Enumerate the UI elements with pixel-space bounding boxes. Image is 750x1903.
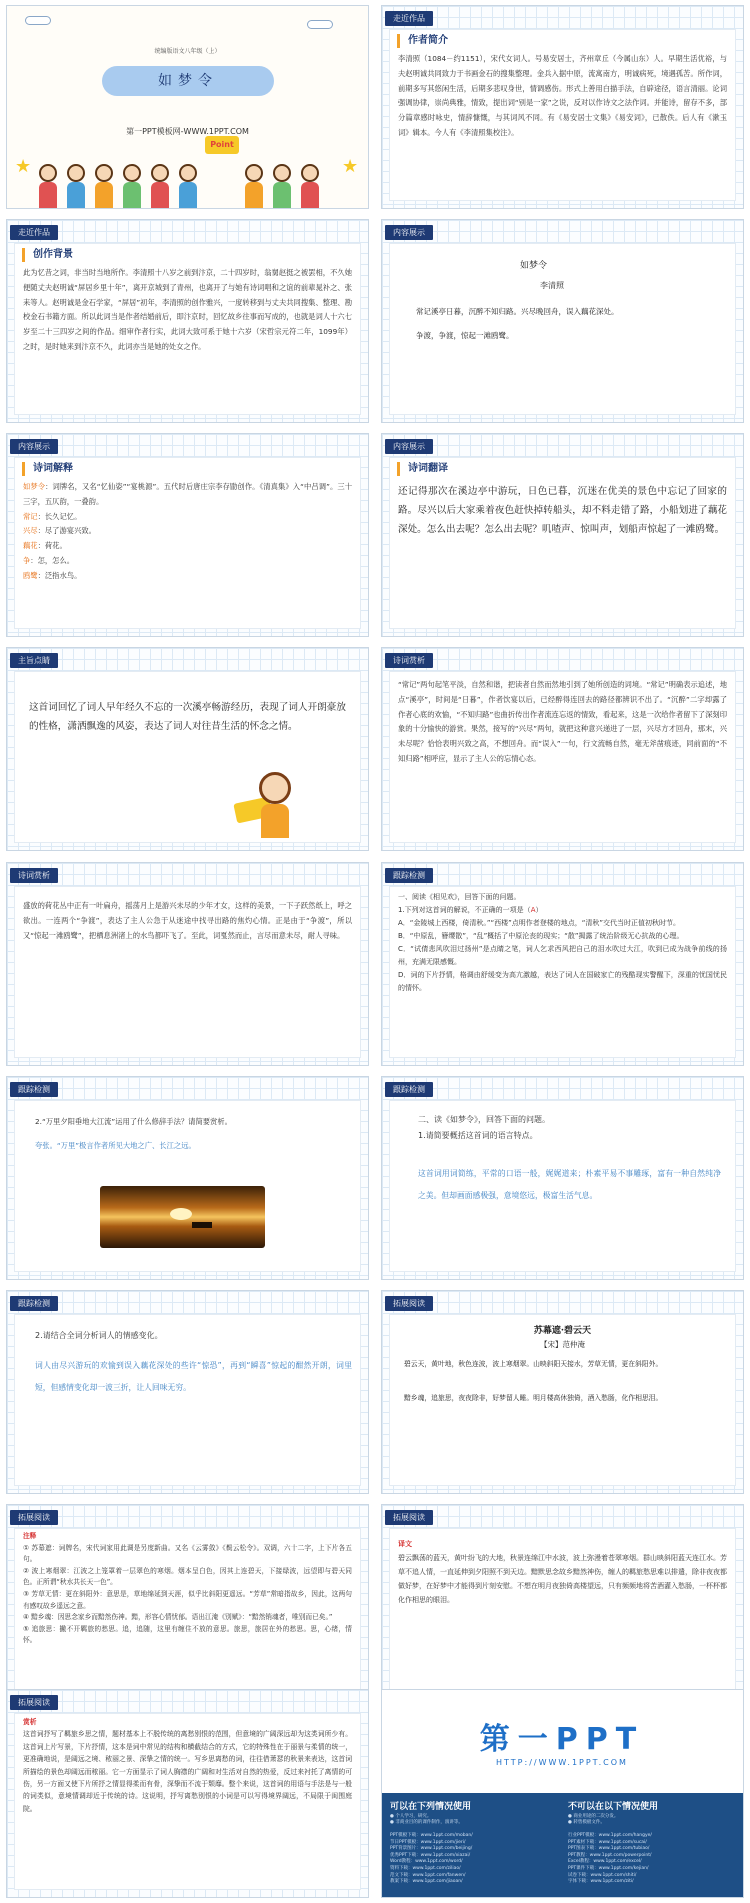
forbidden-item: ● 商业用途的二次分发。 <box>568 1814 619 1819</box>
content-panel <box>389 886 736 1058</box>
glossary-def: ：词牌名，又名“忆仙姿”“宴桃源”。五代时后唐庄宗李存勖创作。《清真集》入“中吕调”。三十三字，五仄韵，一叠韵。 <box>23 482 353 506</box>
slide-ppt-ad[interactable] <box>381 1689 744 1898</box>
content-panel <box>389 1314 736 1486</box>
question-text: 1.请简要概括这首词的语言特点。 <box>418 1131 538 1140</box>
content-panel <box>14 1528 361 1700</box>
glossary-def: ：荷花。 <box>37 541 67 551</box>
section-tag: 内容展示 <box>385 225 433 240</box>
glossary-item <box>23 524 352 539</box>
forbidden-column <box>568 1799 738 1826</box>
girl-illustration <box>245 772 305 840</box>
forbidden-title: 不可以在以下情况使用 <box>568 1802 659 1812</box>
slide-glossary[interactable] <box>6 433 369 637</box>
translation-label: 译文 <box>398 1540 412 1548</box>
slide-translation[interactable] <box>381 433 744 637</box>
section-tag: 诗词赏析 <box>10 868 58 883</box>
poem-line: 碧云天，黄叶地，秋色连波，波上寒烟翠。山映斜阳天接水，芳草无情，更在斜阳外。 <box>404 1360 663 1368</box>
subheading: 诗词解释 <box>22 462 73 476</box>
glossary-item <box>23 569 352 584</box>
link-item[interactable]: Word教程：www.1ppt.com/word/ <box>390 1859 463 1865</box>
subheading: 作者简介 <box>397 34 448 48</box>
content-panel <box>389 29 736 201</box>
glossary-item <box>23 480 352 510</box>
slide-author-intro[interactable] <box>381 5 744 209</box>
glossary-term: 争 <box>23 555 31 565</box>
poem-line: 黯乡魂，追旅思，夜夜除非，好梦留人睡。明月楼高休独倚，酒入愁肠，化作相思泪。 <box>404 1394 663 1402</box>
content-panel <box>389 1528 736 1700</box>
glossary-term: 鸥鹭 <box>23 570 38 580</box>
body-text: “常记”两句起笔平淡，自然和谐，把读者自然而然地引到了她所创造的词境。“常记”明确表示追述，地点“溪亭”，时间是“日暮”，作者饮宴以后，已经醉得连回去的路径都辨识不出了。“沉醉”二字却露了作者心底的欢愉，“不知归路”也曲折传出作者流连忘返的情致，看起来，这是一次给作者留下了深刻印象的十分愉快的游赏。果然，接写的“兴尽”两句，就把这种意兴递进了一层，兴尽方才回舟，那末，兴未尽呢？恰恰表明兴致之高，不想回舟。而“误入”一句，行文流畅自然，毫无斧凿痕迹，同前面的“不知归路”相呼应，显示了主人公的忘情心态。 <box>398 680 727 763</box>
glossary-term: 如梦令 <box>23 482 46 491</box>
content-panel <box>14 1713 361 1890</box>
child-illustration <box>177 164 199 208</box>
child-illustration <box>93 164 115 208</box>
option-d: D．词的下片抒情，格调由舒缓变为高亢激越，表达了词人在国破家亡的残酷现实警醒下，深重的忧国忧民的情怀。 <box>398 971 727 992</box>
body-text: 这首词回忆了词人早年经久不忘的一次溪亭畅游经历，表现了词人开朗豪放的性格，潇洒飘逸的风姿，表达了词人对往昔生活的怀念之情。 <box>29 702 346 732</box>
content-panel <box>389 1100 736 1272</box>
link-item[interactable]: PPT模板下载：www.1ppt.com/moban/ <box>390 1833 473 1838</box>
slide-background[interactable] <box>6 219 369 423</box>
section-tag: 主旨点睛 <box>10 653 58 668</box>
link-item[interactable]: 优秀PPT下载：www.1ppt.com/xiazai/ <box>390 1852 471 1858</box>
cover-caption: 统编版语文八年级（上） <box>154 48 221 55</box>
link-item[interactable]: 字体下载：www.1ppt.com/ziti/ <box>568 1879 634 1885</box>
child-illustration <box>243 164 265 208</box>
content-panel <box>389 243 736 415</box>
section-tag: 拓展阅读 <box>385 1510 433 1525</box>
glossary-item <box>23 554 352 569</box>
glossary-item <box>23 539 352 554</box>
allowed-title: 可以在下列情况使用 <box>390 1802 472 1812</box>
content-panel <box>14 243 361 415</box>
slide-quiz-1[interactable] <box>381 862 744 1066</box>
poem-line: 常记溪亭日暮，沉醉不知归路。兴尽晚回舟，误入藕花深处。 <box>416 307 619 316</box>
section-tag: 诗词赏析 <box>385 653 433 668</box>
link-item[interactable]: 教案下载：www.1ppt.com/jiaoan/ <box>390 1879 463 1885</box>
answer-letter: A <box>530 906 536 914</box>
poem-title: 如梦令 <box>520 261 548 271</box>
note-item: ③ 芳草无情：更在斜阳外：意思是，草地绵延到天涯，似乎比斜阳更遥远。“芳草”常暗指故乡，因此，这两句有感叹故乡遥远之意。 <box>23 1589 352 1610</box>
body-text: 李清照（1084－约1151），宋代女词人。号易安居士，齐州章丘（今属山东）人。早期生活优裕，与夫赵明诚共同致力于书画金石的搜集整理。金兵入据中原，流寓南方，明诚病死，境遇孤苦。所作词，前期多写其悠闲生活，后期多悲叹身世，情调感伤。形式上善用白描手法，自辟途径，语言清丽。论词强调协律，崇尚典雅，情致，提出词“别是一家”之说，反对以作诗文之法作词。并能诗，留存不多，部分篇章感时咏史，情辞慷慨，与其词风不同。有《易安居士文集》《易安词》，已散佚。后人有《漱玉词》辑本。今人有《李清照集校注》。 <box>398 54 727 137</box>
link-item[interactable]: 范文下载：www.1ppt.com/fanwen/ <box>390 1872 466 1878</box>
ppt-url[interactable]: HTTP://WWW.1PPT.COM <box>496 1758 628 1767</box>
slide-appreciation-1[interactable] <box>381 647 744 851</box>
question-title: 二、读《如梦令》，回答下面的问题。 <box>418 1115 550 1124</box>
link-item[interactable]: PPT素材下载：www.1ppt.com/sucai/ <box>568 1839 647 1845</box>
notes-label: 注释 <box>23 1532 37 1540</box>
child-illustration <box>65 164 87 208</box>
slide-quiz-4[interactable] <box>6 1290 369 1494</box>
section-tag: 跟踪检测 <box>10 1082 58 1097</box>
body-text: 此为忆昔之词，非当时当地所作。李清照十八岁之前到汴京，二十四岁时，翁舅赵挺之被罢相，不久她便随丈夫赵明诚“屏居乡里十年”，离开京城到了青州，也离开了与她有诗词唱和之谊的前辈晁补之、张耒等人。赵明诚是金石学家，“屏居”初年，李清照的创作雅兴，一度转移到与丈夫共同搜集、整理、勘校金石书籍方面。所以此词当是作者结婚前后，即汴京时，回忆故乡往事而写成的，也就是词人十六七岁至二十三四岁之间的作品。细审作者行实，此词大致可系于她十六岁（宋哲宗元符二年，1099年）之时，是时她来到汴京不久，此词亦当是她的处女之作。 <box>23 268 352 351</box>
content-panel <box>389 457 736 629</box>
child-illustration <box>299 164 321 208</box>
option-a: A．“金陵城上西楼，倚清秋。”“西楼”点明作者登楼的地点，“清秋”交代当时正值初秋时节。 <box>398 919 681 927</box>
poem-line: 争渡，争渡，惊起一滩鸥鹭。 <box>416 331 514 340</box>
link-item[interactable]: 资料下载：www.1ppt.com/ziliao/ <box>390 1865 461 1871</box>
section-tag: 拓展阅读 <box>10 1695 58 1710</box>
link-item[interactable]: 试卷下载：www.1ppt.com/shiti/ <box>568 1872 637 1878</box>
child-illustration <box>271 164 293 208</box>
link-item[interactable]: PPT图表下载：www.1ppt.com/tubiao/ <box>568 1846 650 1852</box>
allowed-column <box>390 1799 560 1826</box>
cover-title: 如梦令 <box>102 66 274 96</box>
slide-quiz-2[interactable] <box>6 1076 369 1280</box>
glossary-def: ：怎，怎么。 <box>30 555 75 565</box>
content-panel <box>14 671 361 843</box>
child-illustration <box>121 164 143 208</box>
section-tag: 内容展示 <box>10 439 58 454</box>
glossary-term: 常记 <box>23 511 38 521</box>
section-tag: 内容展示 <box>385 439 433 454</box>
note-item: ② 波上寒烟翠：江波之上笼罩着一层翠色的寒烟。烟本呈白色，因其上连碧天，下接绿波，远望即与碧天同色。正所谓“秋水共长天一色”。 <box>23 1566 352 1587</box>
glossary-def: ：尽了游宴兴致。 <box>37 526 96 536</box>
slide-quiz-3[interactable] <box>381 1076 744 1280</box>
slide-extended-poem[interactable] <box>381 1290 744 1494</box>
question-title: 一、阅读《相见欢》，回答下面的问题。 <box>398 893 521 901</box>
glossary-item <box>23 510 352 525</box>
glossary-def: ：泛指水鸟。 <box>37 570 82 580</box>
question-text: 2.“万里夕阳垂地大江流”运用了什么修辞手法？请简要赏析。 <box>35 1117 232 1126</box>
note-item: ④ 黯乡魂：因思念家乡而黯然伤神。黯，形容心情忧郁。语出江淹《别赋》：“黯然销魂者，唯别而已矣。” <box>23 1613 333 1622</box>
content-panel <box>14 1314 361 1486</box>
cover-site: 第一PPT模板网-WWW.1PPT.COM <box>126 127 249 136</box>
link-item[interactable]: PPT教程：www.1ppt.com/powerpoint/ <box>568 1852 652 1858</box>
link-item[interactable]: 行业PPT模板：www.1ppt.com/hangye/ <box>568 1833 652 1838</box>
point-sign: Point <box>205 136 239 154</box>
cover-slide[interactable] <box>6 5 369 209</box>
slide-theme[interactable] <box>6 647 369 851</box>
note-item: ⑤ 追旅思：撇不开羁旅的愁思。追，追随，这里有缠住不放的意思。旅思，旅居在外的愁思。思，心绪，情怀。 <box>23 1624 352 1645</box>
content-panel <box>14 1100 361 1272</box>
content-panel <box>14 886 361 1058</box>
slide-translation-extended[interactable] <box>381 1504 744 1708</box>
glossary-term: 兴尽 <box>23 526 38 536</box>
slide-analysis[interactable] <box>6 1689 369 1898</box>
section-tag: 拓展阅读 <box>385 1296 433 1311</box>
answer-text: 这首词用词简练，平常的口语一般，娓娓道来；朴素平易不事雕琢，富有一种自然纯净之美。但却画面感极强，意境悠远，极富生活气息。 <box>418 1169 721 1200</box>
subheading: 诗词翻译 <box>397 462 448 476</box>
content-panel <box>389 671 736 843</box>
usage-panel <box>382 1793 743 1897</box>
section-tag: 走近作品 <box>385 11 433 26</box>
option-b: B．“中原乱，簪缨散”，“乱”概括了中原沦丧的现实；“散”揭露了统治阶级无心抗战的心理。 <box>398 932 684 940</box>
link-list <box>390 1833 560 1886</box>
section-tag: 跟踪检测 <box>10 1296 58 1311</box>
cloud-icon <box>307 20 333 29</box>
note-item: ① 苏幕遮：词牌名，宋代词家用此调是另度新曲。又名《云雾敛》《鬓云松令》。双调，六十二字，上下片各五句。 <box>23 1543 352 1564</box>
question-stem <box>398 904 727 917</box>
section-tag: 跟踪检测 <box>385 868 433 883</box>
section-tag: 走近作品 <box>10 225 58 240</box>
slide-appreciation-2[interactable] <box>6 862 369 1066</box>
sunset-river-image <box>100 1186 265 1248</box>
poem-title: 苏幕遮·碧云天 <box>533 1326 592 1336</box>
answer-text: 词人由尽兴游玩的欢愉到误入藕花深处的些许“惊恐”，再到“瞬喜”惊起的酣然开朗，词里短，但感情变化却一波三折，让人回味无穷。 <box>35 1361 352 1392</box>
glossary-term: 藕花 <box>23 541 38 551</box>
glossary-list <box>23 480 352 584</box>
body-text: 盛放的荷花丛中正有一叶扁舟，摇荡月上是游兴未尽的少年才女，这样的美景，一下子跃然纸上，呼之欲出。一连两个“争渡”，表达了主人公急于从迷途中找寻出路的焦灼心情。正是由于“争渡”，所以又“惊起一滩鸥鹭”，把栖息洲渚上的水鸟都吓飞了。至此，词戛然而止，言尽而意未尽，耐人寻味。 <box>23 901 352 940</box>
link-item[interactable]: PPT课件下载：www.1ppt.com/kejian/ <box>568 1865 649 1871</box>
section-tag: 拓展阅读 <box>10 1510 58 1525</box>
forbidden-item: ● 转售模板文件。 <box>568 1820 605 1825</box>
answer-text: 夸张。“万里”极言作者所见大地之广、长江之远。 <box>35 1141 196 1150</box>
child-illustration <box>149 164 171 208</box>
link-list <box>568 1833 738 1886</box>
cloud-icon <box>25 16 51 25</box>
link-item[interactable]: 节日PPT模板：www.1ppt.com/jieri/ <box>390 1839 466 1845</box>
option-c: C．“试倩悲风吹泪过扬州”是点睛之笔，词人乞求西风把自己的泪水吹过大江，吹到已成为战争前线的扬州，充满无限感慨。 <box>398 945 727 966</box>
link-item[interactable]: PPT背景图片：www.1ppt.com/beijing/ <box>390 1846 473 1852</box>
slide-poem-text[interactable] <box>381 219 744 423</box>
question-close: ） <box>535 906 543 914</box>
star-icon: ★ <box>15 156 32 177</box>
section-tag: 跟踪检测 <box>385 1082 433 1097</box>
question-text: 2.请结合全词分析词人的情感变化。 <box>35 1331 163 1340</box>
star-icon: ★ <box>342 156 359 177</box>
question-text: 1.下列对这首词的解说，不正确的一项是（ <box>398 906 531 914</box>
body-text: 碧云飘荡的蓝天，黄叶纷飞的大地，秋景连绵江中水波，波上弥漫着苍翠寒烟。群山映斜阳蓝天连江水。芳草不追人情，一直延伸到夕阳照不到天边。黯默思念故乡黯然神伤，缠人的羁旅愁思难以排遣，除非夜夜都做好梦，在好梦中才能得到片刻安慰。不想在明月夜独倚高楼望远，只有频频地将苦酒灌入愁肠，一杯杯都化作相思的眼泪。 <box>398 1554 727 1604</box>
child-illustration <box>37 164 59 208</box>
allowed-item: ● 非商业目的的课件制作，演讲等。 <box>390 1820 463 1825</box>
link-item[interactable]: Excel教程：www.1ppt.com/excel/ <box>568 1859 642 1865</box>
analysis-label: 赏析 <box>23 1718 37 1726</box>
glossary-def: ：长久记忆。 <box>37 511 82 521</box>
allowed-item: ● 个人学习，研究。 <box>390 1814 432 1819</box>
poem-author: 【宋】范仲淹 <box>540 1340 585 1349</box>
subheading: 创作背景 <box>22 248 73 262</box>
content-panel <box>14 457 361 629</box>
body-text: 这首词抒写了羁旅乡思之情，题材基本上不脱传统的离愁别恨的范围，但意境的广阔深远却为这类词所少有。这首词上片写景，下片抒情，这本是词中常见的结构和横截结合的方式，它的特殊性在于丽景与柔情的统一，更准确地说，是阔远之境、秾丽之景、深挚之情的统一。写乡思离愁的词，往往借萧瑟的秋景来表达，这首词所描绘的景色却阔远而秾丽。它一方面显示了词人胸襟的广阔和对生活对自然的热爱，反过来衬托了离情的可伤，另一方面又使下片所抒之情显得柔而有骨，深挚而不流于颓靡。整个来说，这首词的用语与手法是与一般的词类似，意境情调却近于传统的诗。这说明，抒写离愁别恨的小词是可以写得境界阔远，不局限于闺围庭院。 <box>23 1730 352 1813</box>
poem-author: 李清照 <box>540 281 564 290</box>
ppt-logo: 第一PPT <box>479 1722 645 1757</box>
slide-notes[interactable] <box>6 1504 369 1708</box>
body-text: 还记得那次在溪边亭中游玩，日色已暮，沉迷在优美的景色中忘记了回家的路。尽兴以后大家乘着夜色赶快掉转船头，却不料走错了路，小船划进了藕花深处。怎么出去呢？怎么出去呢？叽喳声、惊叫声，划船声惊起了一滩鸥鹭。 <box>398 486 727 535</box>
